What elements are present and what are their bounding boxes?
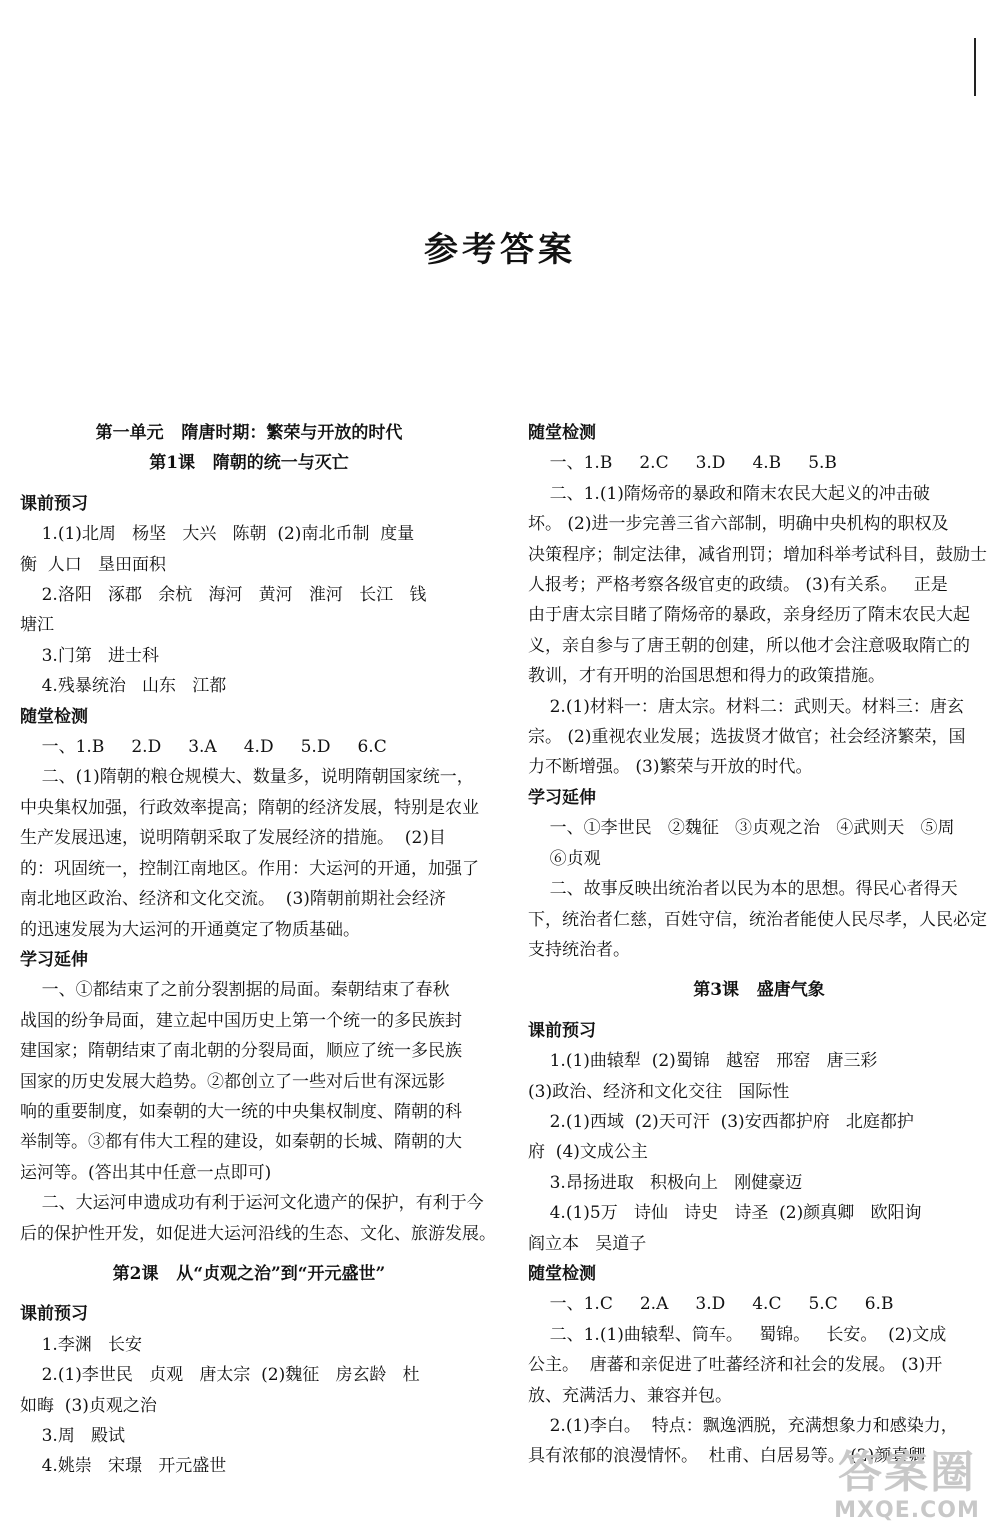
- text-line: 二、大运河申遗成功有利于运河文化遗产的保护，有利于今: [20, 1193, 484, 1214]
- text-line: 4.残暴统治 山东 江都: [20, 676, 227, 697]
- text-line: 府 (4)文成公主: [528, 1142, 648, 1163]
- text-line: 下，统治者仁慈，百姓守信，统治者能使人民尽孝，人民必定: [528, 909, 987, 930]
- text-line: 塘江: [20, 615, 54, 636]
- text-line: 运河等。(答出其中任意一点即可): [20, 1162, 272, 1183]
- page-edge-mark: [974, 38, 976, 96]
- spacer: [528, 965, 990, 975]
- text-line: 3.门第 进士科: [20, 645, 160, 666]
- text-line: 1.(1)曲辕犁 (2)蜀锦 越窑 邢窑 唐三彩: [528, 1051, 878, 1072]
- spacer: [20, 1249, 478, 1259]
- text-line: 二、1.(1)隋炀帝的暴政和隋末农民大起义的冲击破: [528, 483, 930, 504]
- text-line: 教训，才有开明的治国思想和得力的政策措施。: [528, 666, 885, 687]
- spacer: [20, 479, 478, 489]
- text-line: 二、故事反映出统治者以民为本的思想。得民心者得天: [528, 879, 958, 900]
- text-line: 1.李渊 长安: [20, 1334, 143, 1355]
- text-line: 人报考；严格考察各级官吏的政绩。 (3)有关系。 正是: [528, 575, 948, 596]
- text-line: 建国家；隋朝结束了南北朝的分裂局面，顺应了统一多民族: [20, 1041, 462, 1062]
- text-line: 宗。 (2)重视农业发展；选拔贤才做官；社会经济繁荣，国: [528, 727, 966, 748]
- text-line: 生产发展迅速，说明隋朝采取了发展经济的措施。 (2)目: [20, 828, 446, 849]
- text-line: 义，亲自参与了唐王朝的创建，所以他才会注意吸取隋亡的: [528, 635, 970, 656]
- text-line: 中央集权加强，行政效率提高；隋朝的经济发展，特别是农业: [20, 797, 479, 818]
- text-line: 1.(1)北周 杨坚 大兴 陈朝 (2)南北币制 度量: [20, 524, 415, 545]
- text-line: 如晦 (3)贞观之治: [20, 1395, 157, 1416]
- text-line: 支持统治者。: [528, 939, 630, 960]
- text-line: 2.(1)李白。 特点：飘逸洒脱，充满想象力和感染力，: [528, 1416, 958, 1436]
- text-line: 2.洛阳 涿郡 余杭 海河 黄河 淮河 长江 钱: [20, 585, 427, 606]
- right-column: [528, 418, 990, 1472]
- watermark: [818, 1448, 996, 1532]
- lesson-heading: 第2课 从“贞观之治”到“开元盛世”: [112, 1263, 386, 1284]
- lesson-heading: 第3课 盛唐气象: [693, 980, 825, 1001]
- left-column: [20, 418, 496, 1482]
- lesson-heading: 第1课 隋朝的统一与灭亡: [149, 453, 349, 474]
- text-line: 一、①都结束了之前分裂割据的局面。秦朝结束了春秋: [20, 980, 450, 1001]
- text-line: 南北地区政治、经济和文化交流。 (3)隋朝前期社会经济: [20, 889, 446, 910]
- text-line: 放、充满活力、兼容并包。: [528, 1385, 732, 1406]
- lesson-heading: 第一单元 隋唐时期：繁荣与开放的时代: [95, 423, 403, 443]
- section-heading: 课前预习: [20, 1304, 88, 1325]
- text-line: 阎立本 吴道子: [528, 1233, 647, 1254]
- text-line: 坏。 (2)进一步完善三省六部制，明确中央机构的职权及: [528, 514, 949, 535]
- text-line: 举制等。③都有伟大工程的建设，如秦朝的长城、隋朝的大: [20, 1132, 462, 1153]
- section-heading: 课前预习: [528, 1020, 596, 1041]
- section-heading: 随堂检测: [528, 423, 596, 443]
- text-line: 二、1.(1)曲辕犁、筒车。 蜀锦。 长安。 (2)文成: [528, 1324, 947, 1345]
- section-heading: 学习延伸: [20, 949, 88, 970]
- section-heading: 随堂检测: [528, 1263, 596, 1284]
- text-line: 国家的历史发展大趋势。②都创立了一些对后世有深远影: [20, 1071, 445, 1092]
- text-line: 决策程序；制定法律，减省刑罚；增加科举考试科目，鼓励士: [528, 544, 987, 565]
- text-line: 4.(1)5万 诗仙 诗史 诗圣 (2)颜真卿 欧阳询: [528, 1203, 922, 1224]
- text-line: 战国的纷争局面，建立起中国历史上第一个统一的多民族封: [20, 1010, 462, 1031]
- text-line: 二、(1)隋朝的粮仓规模大、数量多，说明隋朝国家统一，: [20, 767, 474, 788]
- text-line: 由于唐太宗目睹了隋炀帝的暴政，亲身经历了隋末农民大起: [528, 605, 970, 626]
- text-line: 具有浓郁的浪漫情怀。 杜甫、白居易等。 (2)颜真卿: [528, 1446, 926, 1467]
- text-line: 一、①李世民 ②魏征 ③贞观之治 ④武则天 ⑤周: [528, 818, 955, 839]
- text-line: (3)政治、经济和文化交往 国际性: [528, 1081, 790, 1102]
- text-line: 一、1.C 2.A 3.D 4.C 5.C 6.B: [528, 1294, 894, 1315]
- text-line: 3.昂扬进取 积极向上 刚健豪迈: [528, 1172, 803, 1193]
- text-line: 的迅速发展为大运河的开通奠定了物质基础。: [20, 919, 360, 940]
- text-line: ⑥贞观: [528, 848, 601, 869]
- text-line: 公主。 唐蕃和亲促进了吐蕃经济和社会的发展。 (3)开: [528, 1355, 943, 1376]
- spacer: [20, 1289, 478, 1299]
- text-line: 衡 人口 垦田面积: [20, 554, 167, 575]
- text-line: 的：巩固统一，控制江南地区。作用：大运河的开通，加强了: [20, 858, 479, 879]
- section-heading: 随堂检测: [20, 706, 88, 727]
- section-heading: 课前预习: [20, 493, 88, 514]
- text-line: 后的保护性开发，如促进大运河沿线的生态、文化、旅游发展。: [20, 1223, 496, 1244]
- page-title: 参考答案: [424, 230, 576, 270]
- watermark-brand: 答案圈: [838, 1447, 976, 1498]
- text-line: 力不断增强。 (3)繁荣与开放的时代。: [528, 757, 813, 778]
- text-line: 2.(1)西域 (2)天可汗 (3)安西都护府 北庭都护: [528, 1111, 914, 1132]
- text-line: 2.(1)李世民 贞观 唐太宗 (2)魏征 房玄龄 杜: [20, 1365, 420, 1386]
- spacer: [528, 1006, 990, 1016]
- text-line: 2.(1)材料一：唐太宗。材料二：武则天。材料三：唐玄: [528, 696, 964, 717]
- text-line: 一、1.B 2.C 3.D 4.B 5.B: [528, 453, 837, 474]
- text-line: 4.姚崇 宋璟 开元盛世: [20, 1456, 227, 1477]
- text-line: 一、1.B 2.D 3.A 4.D 5.D 6.C: [20, 737, 387, 758]
- text-line: 响的重要制度，如秦朝的大一统的中央集权制度、隋朝的科: [20, 1101, 462, 1122]
- text-line: 3.周 殿试: [20, 1426, 126, 1446]
- watermark-url: MXQE.COM: [834, 1498, 980, 1523]
- section-heading: 学习延伸: [528, 787, 596, 808]
